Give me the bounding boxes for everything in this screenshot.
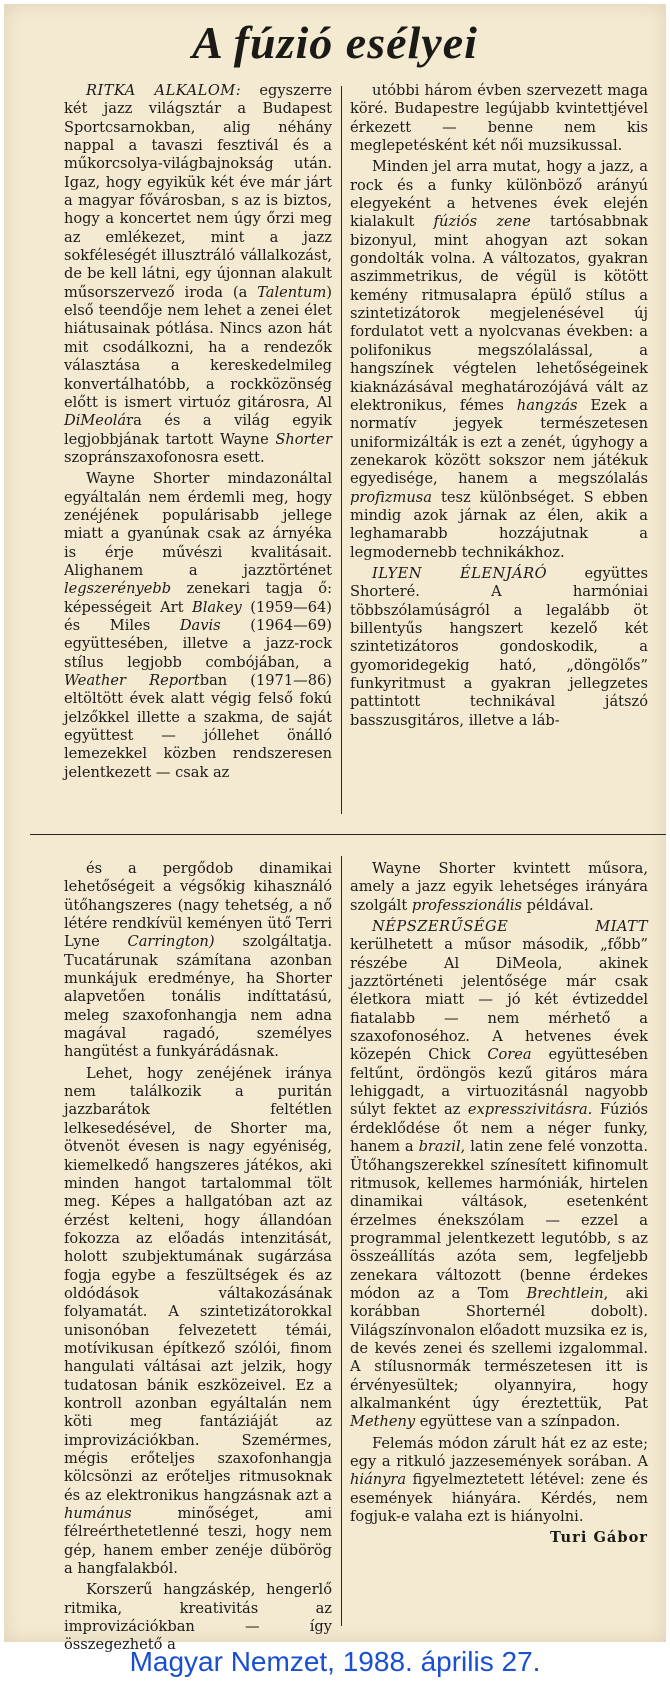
article-column-4 — [350, 860, 648, 1630]
section-divider — [30, 834, 666, 835]
column-divider-bottom — [341, 856, 342, 1626]
article-headline: A fúzió esélyei — [192, 17, 478, 68]
paragraph: Minden jel arra mutat, hogy a jazz, a rock és a funky különböző arányú elegyeként a hetvenes évek elején kialakult fúziós zene tartósabbnak bizonyul, mint ahogyan azt sokan gondolták volna. A változatos, gyakran aszimmetrikus, de végül is kötött kemény ritmusalapra épülő stílus a szintetizátorok megjelenésével új fordulatot vett a nyolcvanas években: a polifonikus megszólalással, a hangszínek végtelen lehetőségeinek kiaknázásával meghatározójává vált az elektronikus, fémes hangzás Ezek a normatív jegyek természetesen uniformizálták is ezt a zenét, úgyhogy a zenekarok között sokszor nem játékuk egyedisége, hanem a megszólalás profizmusa tesz különbséget. S ebben mindig azok járnak az élen, akik a leghamarabb hozzájutnak a legmodernebb technikákhoz. — [350, 158, 649, 561]
paragraph: ILYEN ÉLENJÁRÓ együttes Shorteré. A harmóniai többszólamúságról a legalább öt billentyűs hangszert kezelő két szintetizátoros gondoskodik, a gyomoridegekig ható, „döngölős” funkyritmust a gyakran jellegzetes pattintott technikával játszó basszusgitáros, illetve a láb- — [350, 564, 648, 729]
column-divider-top — [341, 86, 342, 814]
paragraph: Korszerű hangzáskép, hengerlő ritmika, kreativitás az improvizációkban — így összegezhető a — [64, 1581, 332, 1654]
article-column-2 — [350, 82, 648, 817]
author-signature: Turi Gábor — [550, 1529, 648, 1547]
source-caption: Magyar Nemzet, 1988. április 27. — [129, 1646, 541, 1677]
paragraph: RITKA ALKALOM: egyszerre két jazz világsztár a Budapest Sportcsarnokban, alig néhány nappal a tavaszi fesztivál és a műkorcsolya-világbajnokság után. Igaz, hogy egyikük két éve már járt a magyar fővárosban, s az is biztos, hogy a koncertet nem úgy őrzi meg az emlékezet, mint a jazz sokféleségét illusztráló vállalkozást, de be kell látni, egy újonnan alakult műsorszervező iroda (a Talentum) első teendője nem lehet a zenei élet hiátusainak pótlása. Nincs azon hát mit csodálkozni, ha a rendezők választása a kereskedelmileg konvertálhatóbb, a rockközönség előtt is ismert virtuóz gitárosra, Al DiMeolára és a világ egyik legjobbjának tartott Wayne Shorter szopránszaxofonosra esett. — [64, 82, 332, 466]
paragraph: utóbbi három évben szervezett maga köré. Budapestre legújabb kvintettjével érkezett — benne nem kis meglepetésként két női muzsikussal. — [350, 82, 648, 155]
paragraph: Felemás módon zárult hát ez az este; egy a ritkuló jazzesemények sorában. A hiányra figyelmeztetett létével: zene és események hiányára. Kérdés, nem fogjuk-e valaha ezt is hiányolni. — [350, 1434, 648, 1526]
paragraph: Wayne Shorter kvintett műsora, amely a jazz egyik lehetséges irányára szolgált professzionális példával. — [350, 860, 648, 914]
paragraph: NÉPSZERŰSÉGE MIATT kerülhetett a műsor második, „főbb” részébe Al DiMeola, akinek jazztörténeti jelentősége már csak életkora miatt — jó két évtizeddel fiatalabb — nem mérhető a szaxofonoséhoz. A hetvenes évek közepén Chick Corea együttesében feltűnt, ördöngös kezű gitáros mára lehiggadt, a virtuozitásnál nagyobb súlyt fektet az expresszivitásra. Fúziós érdeklődése őt nem a néger funky, hanem a brazil, latin zene felé vonzotta. Ütőhangszerekkel színesített kifinomult ritmusok, kellemes harmóniák, hirtelen dinamikai váltások, esetenként érzelmes énekszólam — ezzel a programmal jelentkezett legutóbb, s az összeállítás azóta sem, legfeljebb zenekara változott (benne érdekes módon az a Tom Brechtlein, aki korábban Shorternél dobolt). Világszínvonalon előadott muzsika ez is, de kevés zenei és szellemi izgalommal. A stílusnormák természetesen itt is érvényesültek; olyannyira, hogy alkalmanként úgy éreztettük, Pat Metheny együttese van a színpadon. — [350, 918, 649, 1431]
newspaper-clipping — [4, 4, 666, 1654]
paragraph: és a pergődob dinamikai lehetőségeit a végsőkig kihasználó ütőhangszeres (nagy tehetség, a nő létére rendkívül keményen ütő Terri Lyne Carrington) szolgáltatja. Tucatárunak számítana azonban munkájuk eredménye, ha Shorter alapvetően tonális indíttatású, meleg szaxofonhangja nem adna magával ragadó, személyes hangütést a funkyárádásnak. — [64, 860, 332, 1061]
paragraph: Lehet, hogy zenéjének iránya nem találkozik a puritán jazzbarátok feltétlen lelkesedésével, de Shorter ma, ötvenöt évesen is nagy egyéniség, kiemelkedő hangszeres játékos, aki minden hangot tartalommal tölt meg. Képes a hallgatóban azt az érzést kelteni, hogy állandóan fokozza az előadás intenzitását, holott szubjektumának sugárzása fogja egybe a feszültségek és az oldódások váltakozásának folyamatát. A szintetizátorokkal unisonóban felvezetett témái, motívikusan építkező szólói, finom hangulati váltásai azt jelzik, hogy tudatosan bánik eszközeivel. Ez a kontroll azonban egyáltalán nem köti meg fantáziáját az improvizációkban. Szemérmes, mégis erőteljes szaxofonhangja kölcsönzi az erőteljes ritmusoknak és az elektronikus hangzásnak azt a humánus minőséget, ami félreérthetetlenné teszi, hogy nem gép, hanem ember zenéje dübörög a hangfalakból. — [64, 1064, 332, 1578]
article-column-1 — [64, 82, 332, 817]
paragraph: Wayne Shorter mindazonáltal egyáltalán nem érdemli meg, hogy zenéjének populárisabb jellege miatt a gyanúnak csak az árnyéka is érje művészi kvalitásait. Alighanem a jazztörténet legszerényebb zenekari tagja ő: képességeit Art Blakey (1959—64) és Miles Davis (1964—69) együttesében, illetve a jazz-rock stílus legjobb combójában, a Weather Reportban (1971—86) eltöltött évek alatt végig felső fokú jelzőkkel illette a szakma, de saját együttest — jóllehet önálló lemezekkel közben rendszeresen jelentkezett — csak az — [64, 470, 332, 781]
article-column-3 — [64, 860, 332, 1654]
